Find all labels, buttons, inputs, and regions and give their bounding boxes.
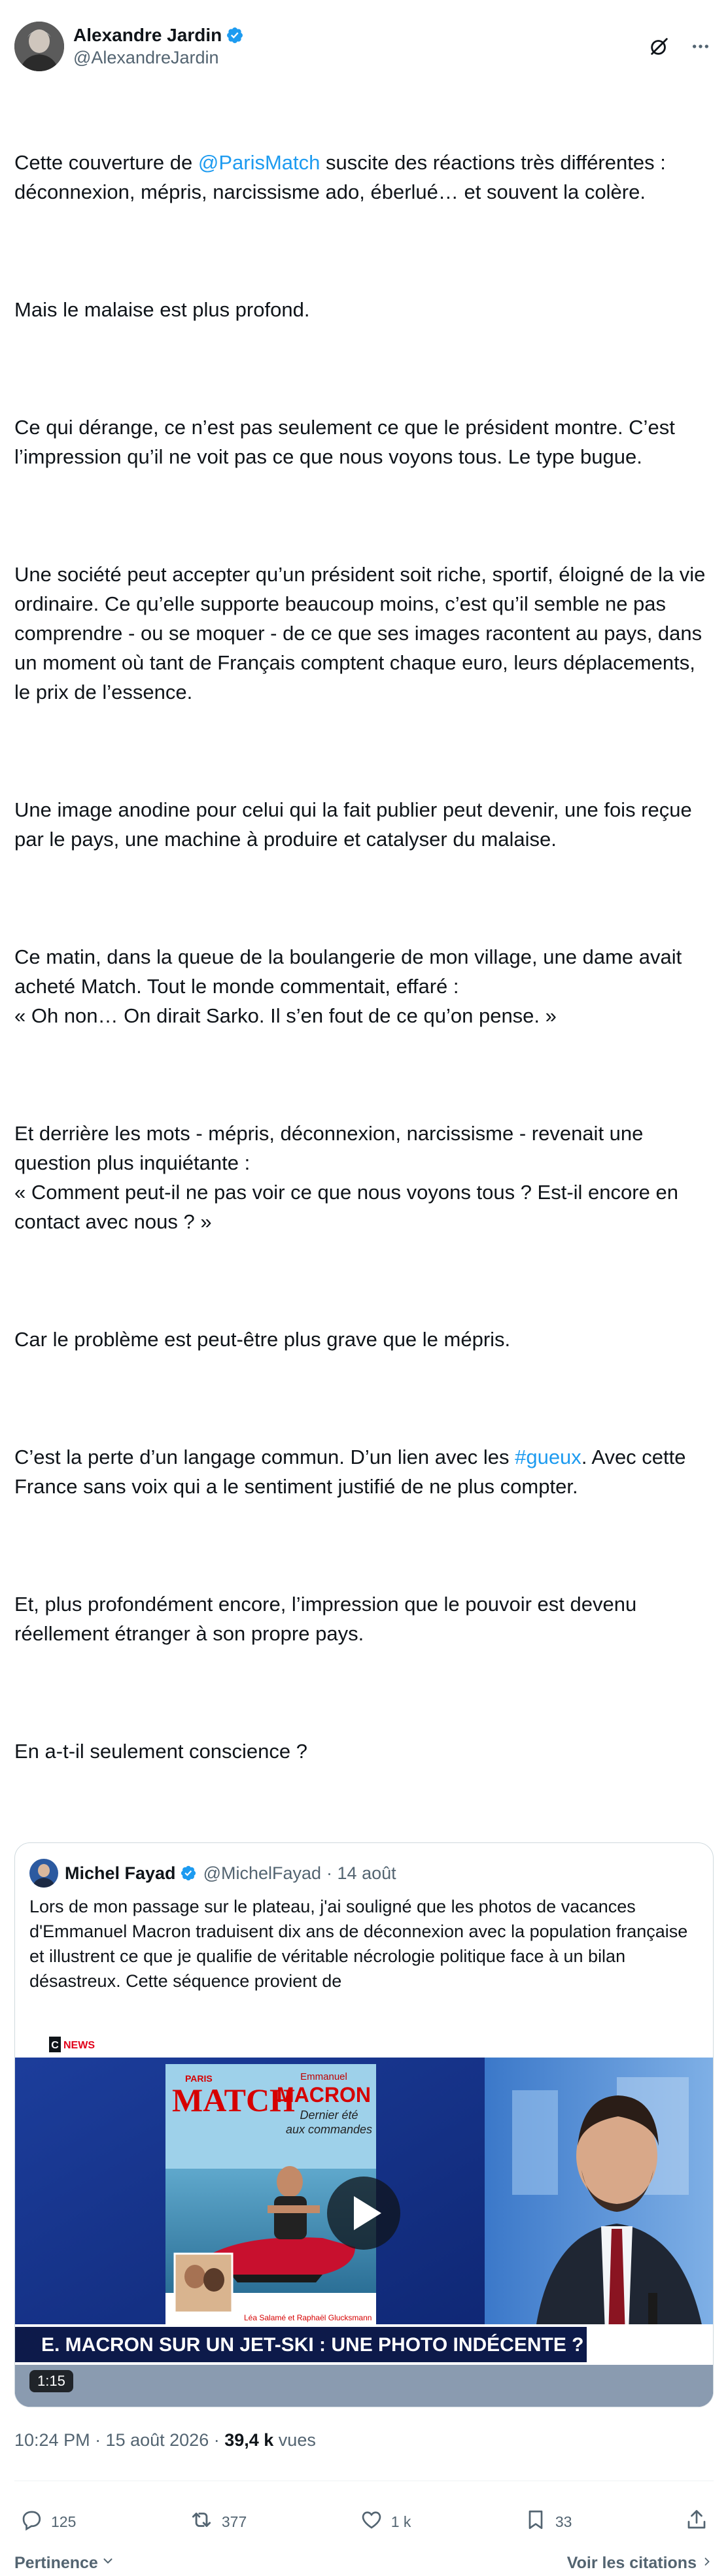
- cover-subtitle-2: aux commandes: [285, 2123, 373, 2136]
- tweet-paragraph: En a-t-il seulement conscience ?: [14, 1740, 308, 1763]
- mention-link[interactable]: @ParisMatch: [198, 151, 321, 174]
- tweet-paragraph: Et, plus profondément encore, l’impression que le pouvoir est devenu réellement étranger à son propre pays.: [14, 1593, 642, 1645]
- video-banner-text: E. MACRON SUR UN JET-SKI : UNE PHOTO INDÉCENTE ?: [41, 2334, 584, 2356]
- magazine-kicker: PARIS: [185, 2073, 213, 2084]
- reply-count: 125: [51, 2513, 77, 2530]
- tweet-meta: [14, 2427, 714, 2453]
- cover-last-name: MACRON: [277, 2083, 371, 2107]
- tweet-paragraph: Et derrière les mots - mépris, déconnexion, narcissisme - revenait une question plus inquiétante : « Comment peut-il ne pas voir ce que nous voyons tous ? Est-il encore en contact avec nous ? »: [14, 1122, 678, 1233]
- like-count: 1 k: [390, 2513, 411, 2530]
- reply-button[interactable]: [20, 2508, 76, 2535]
- quoted-tweet-header: [15, 1843, 713, 1889]
- quoted-author-handle: @MichelFayad: [203, 1863, 322, 1883]
- tweet-paragraph: Une image anodine pour celui qui la fait publier peut devenir, une fois reçue par le pays, une machine à produire et catalyser du malaise.: [14, 798, 698, 851]
- repost-icon: [189, 2507, 214, 2536]
- views-count: 39,4 k: [224, 2430, 274, 2450]
- tweet-paragraph: [14, 1442, 714, 1501]
- tweet-paragraph: Car le problème est peut-être plus grave que le mépris.: [14, 1328, 511, 1351]
- share-icon: [685, 2508, 708, 2535]
- replies-footer: [14, 2550, 714, 2576]
- tweet-header: [14, 0, 714, 72]
- magazine-title: MATCH: [172, 2082, 295, 2118]
- hashtag-link[interactable]: #gueux: [515, 1446, 581, 1468]
- repost-button[interactable]: [189, 2507, 247, 2536]
- author-display-name[interactable]: Alexandre Jardin: [73, 25, 222, 45]
- cover-subtitle-1: Dernier été: [300, 2109, 358, 2122]
- share-button[interactable]: [685, 2508, 708, 2535]
- video-player[interactable]: [15, 2018, 713, 2407]
- verified-badge-icon: [226, 26, 244, 44]
- quoted-author-name: Michel Fayad: [65, 1863, 176, 1883]
- quoted-tweet-date: · 14 août: [326, 1863, 396, 1883]
- bookmark-button[interactable]: [524, 2508, 572, 2535]
- chevron-right-icon: [701, 2554, 714, 2573]
- text-span: Cette couverture de: [14, 151, 198, 174]
- more-options-icon[interactable]: [690, 36, 711, 57]
- bookmark-count: 33: [555, 2513, 572, 2530]
- author-handle[interactable]: @AlexandreJardin: [73, 48, 219, 67]
- text-span: . Avec cette France sans voix qui a le sentiment justifié de ne plus compter.: [14, 1446, 692, 1498]
- view-quotes-label: Voir les citations: [566, 2553, 697, 2572]
- author-names: [73, 24, 244, 69]
- text-span: C’est la perte d’un langage commun. D’un lien avec les: [14, 1446, 515, 1468]
- channel-logo-text: NEWS: [63, 2040, 95, 2051]
- bookmark-icon: [524, 2508, 547, 2535]
- cover-first-name: Emmanuel: [300, 2071, 347, 2082]
- video-duration: 1:15: [29, 2370, 73, 2392]
- tweet-paragraph: Ce matin, dans la queue de la boulangerie de mon village, une dame avait acheté Match. Tout le monde commentait, effaré : « Oh non… On dirait Sarko. Il s’en fout de ce qu’on pense. »: [14, 945, 682, 1027]
- quoted-tweet-card[interactable]: [14, 1842, 714, 2407]
- like-button[interactable]: [360, 2508, 411, 2535]
- tweet-paragraph: Ce qui dérange, ce n’est pas seulement ce que le président montre. C’est l’impression qu’il ne voit pas ce que nous voyons tous. Le type bugue.: [14, 416, 681, 468]
- grok-icon[interactable]: [648, 35, 670, 58]
- repost-count: 377: [221, 2513, 247, 2530]
- view-quotes-link[interactable]: [567, 2554, 714, 2573]
- tweet-timestamp[interactable]: 10:24 PM · 15 août 2026 ·: [14, 2430, 225, 2450]
- reply-icon: [20, 2508, 43, 2535]
- chevron-down-icon: [101, 2554, 115, 2573]
- author-avatar[interactable]: [14, 22, 64, 71]
- tweet-paragraph: [14, 148, 714, 207]
- sort-label: Pertinence: [14, 2553, 98, 2572]
- channel-logo-c: C: [51, 2040, 59, 2051]
- sort-dropdown[interactable]: [14, 2554, 115, 2573]
- tweet-paragraph: Une société peut accepter qu’un président soit riche, sportif, éloigné de la vie ordinaire. Ce qu’elle supporte beaucoup moins, c’est qu’il semble ne pas comprendre - ou se moquer - de ce que ses images racontent au pays, dans un moment où tant de Français comptent chaque euro, leurs déplacements, le prix de l’essence.: [14, 563, 711, 703]
- views-label: vues: [273, 2430, 316, 2450]
- tweet-text: [14, 89, 714, 1825]
- quoted-author-avatar: [29, 1859, 58, 1888]
- heart-icon: [360, 2508, 383, 2535]
- quoted-tweet-text: Lors de mon passage sur le plateau, j'ai souligné que les photos de vacances d'Emmanuel Macron traduisent dix ans de déconnexion avec la population française et illustrent ce que je qualifie de véritable nécrologie politique face à un bilan désastreux. Cette séquence provient de: [29, 1897, 688, 1991]
- verified-badge-icon: [180, 1865, 197, 1882]
- cover-bottom-line-1: Léa Salamé et Raphaël Glucksmann: [244, 2313, 372, 2322]
- tweet-actions: [14, 2498, 714, 2546]
- tweet-paragraph: Mais le malaise est plus profond.: [14, 298, 310, 321]
- text-span: suscite des réactions très différentes : déconnexion, mépris, narcissisme ado, éberlué… et souvent la colère.: [14, 151, 672, 203]
